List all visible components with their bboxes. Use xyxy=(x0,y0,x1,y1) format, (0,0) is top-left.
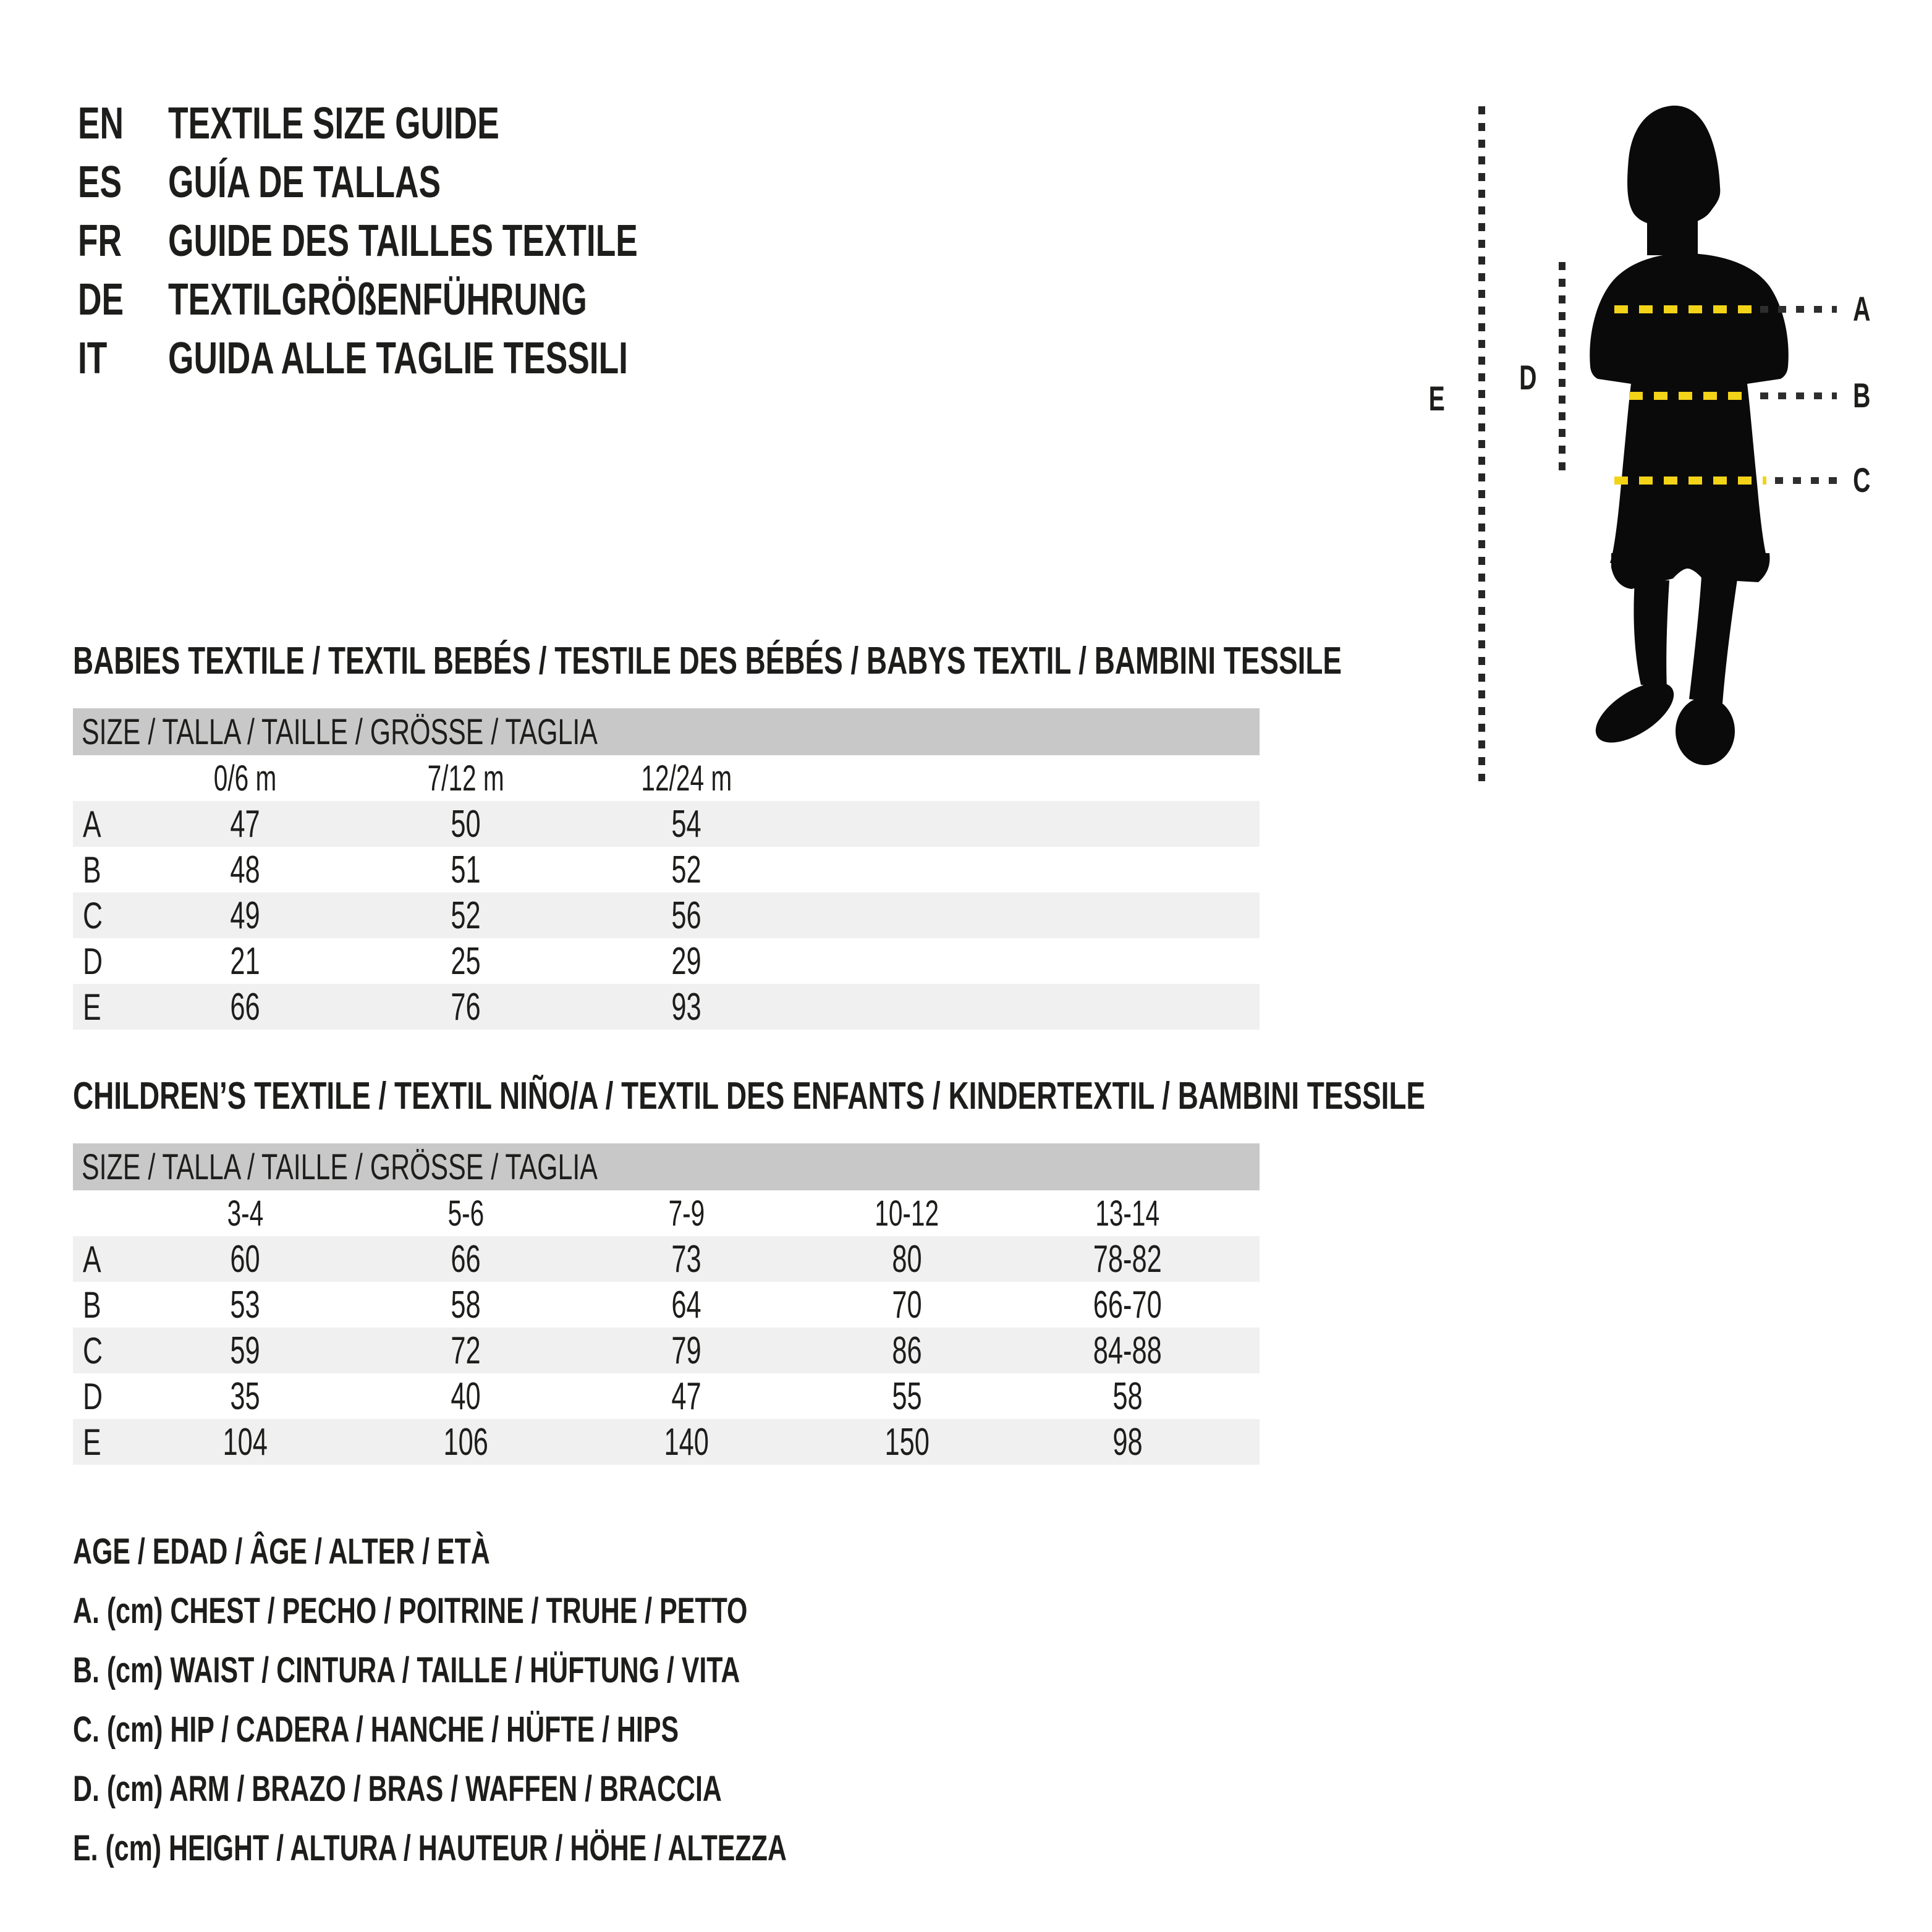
table-cell xyxy=(1017,1237,1238,1281)
table-cell-text: 70 xyxy=(892,1283,922,1326)
chest-measure-line-dotted xyxy=(1760,306,1837,313)
row-label-text: D xyxy=(83,1375,103,1417)
table-cell xyxy=(576,939,797,983)
table-cell xyxy=(576,1329,797,1373)
row-label-text: C xyxy=(83,1329,103,1371)
column-header xyxy=(355,758,576,799)
column-header-text: 10-12 xyxy=(875,1193,939,1234)
table-row xyxy=(73,801,1260,847)
table-header-bar-text: SIZE / TALLA / TAILLE / GRÖSSE / TAGLIA xyxy=(82,711,598,752)
table-column-header-row xyxy=(73,755,1260,801)
table-cell xyxy=(135,848,355,892)
table-cell-text: 59 xyxy=(230,1329,260,1372)
hip-measure-line-dotted xyxy=(1775,477,1837,484)
table-row xyxy=(73,1373,1260,1419)
measurement-legend xyxy=(73,1522,1038,1878)
legend-line-chest xyxy=(73,1581,1038,1640)
legend-line-text: D. (cm) ARM / BRAZO / BRAS / WAFFEN / BRACCIA xyxy=(73,1768,722,1809)
legend-line-text: C. (cm) HIP / CADERA / HANCHE / HÜFTE / HIPS xyxy=(73,1709,679,1750)
language-code xyxy=(78,216,168,266)
table-cell xyxy=(135,894,355,938)
legend-line-text: AGE / EDAD / ÂGE / ALTER / ETÀ xyxy=(73,1531,490,1572)
row-label xyxy=(73,940,135,983)
table-cell xyxy=(797,1420,1017,1464)
table-row xyxy=(73,1236,1260,1282)
table-cell xyxy=(135,1329,355,1373)
table-cell xyxy=(1017,1329,1238,1373)
table-cell xyxy=(576,894,797,938)
children-section-heading-text: CHILDREN’S TEXTILE / TEXTIL NIÑO/A / TEXTIL DES ENFANTS / KINDERTEXTIL / BAMBINI TESSILE xyxy=(73,1075,1425,1117)
table-cell-text: 47 xyxy=(671,1375,701,1418)
table-cell-text: 51 xyxy=(451,848,481,891)
row-label xyxy=(73,894,135,937)
table-cell xyxy=(135,939,355,983)
column-header-text: 7/12 m xyxy=(427,758,504,799)
table-cell xyxy=(576,1375,797,1418)
children-size-table xyxy=(73,1143,1260,1465)
children-section-heading xyxy=(73,1077,1900,1116)
table-cell-text: 78-82 xyxy=(1093,1237,1162,1281)
row-label xyxy=(73,986,135,1028)
table-cell xyxy=(135,1375,355,1418)
row-label-text: E xyxy=(83,1421,101,1463)
column-header xyxy=(135,758,355,799)
table-cell xyxy=(797,1375,1017,1418)
language-title xyxy=(168,98,616,149)
measure-label-b-text: B xyxy=(1853,376,1871,415)
table-cell xyxy=(576,848,797,892)
row-label-text: B xyxy=(83,1284,101,1326)
column-header-text: 5-6 xyxy=(447,1193,484,1234)
column-header-text: 13-14 xyxy=(1095,1193,1160,1234)
row-label xyxy=(73,849,135,891)
table-cell-text: 76 xyxy=(451,985,481,1028)
table-cell-text: 73 xyxy=(671,1237,701,1281)
table-row xyxy=(73,847,1260,892)
table-cell xyxy=(797,1283,1017,1327)
table-header-bar xyxy=(73,1143,1260,1190)
language-title-text: TEXTILE SIZE GUIDE xyxy=(168,98,499,148)
measure-label-d-text: D xyxy=(1519,358,1537,397)
language-code xyxy=(78,98,168,149)
table-cell xyxy=(1017,1283,1238,1327)
table-cell xyxy=(576,802,797,846)
measure-label-a-text: A xyxy=(1853,289,1871,328)
table-cell xyxy=(355,1375,576,1418)
column-header-text: 7-9 xyxy=(668,1193,705,1234)
language-row xyxy=(78,329,803,388)
measure-label-a xyxy=(1849,289,1874,329)
measure-label-c-text: C xyxy=(1853,460,1871,499)
table-cell xyxy=(355,1420,576,1464)
waist-measure-line-yellow xyxy=(1629,392,1752,400)
language-code-text: DE xyxy=(78,274,124,324)
table-cell-text: 58 xyxy=(1112,1375,1143,1418)
table-cell-text: 66-70 xyxy=(1093,1283,1162,1326)
table-cell-text: 140 xyxy=(664,1420,709,1464)
language-code-text: FR xyxy=(78,216,122,266)
table-cell-text: 150 xyxy=(884,1420,930,1464)
row-label-text: D xyxy=(83,940,103,982)
language-row xyxy=(78,153,803,211)
language-code xyxy=(78,333,168,384)
table-cell-text: 72 xyxy=(451,1329,481,1372)
table-cell-text: 52 xyxy=(451,894,481,937)
table-cell-text: 64 xyxy=(671,1283,701,1326)
table-cell-text: 84-88 xyxy=(1093,1329,1162,1372)
table-row xyxy=(73,1419,1260,1465)
table-cell-text: 86 xyxy=(892,1329,922,1372)
chest-measure-line-yellow xyxy=(1614,305,1752,313)
language-row xyxy=(78,211,803,270)
column-header xyxy=(797,1193,1017,1234)
waist-measure-line-dotted xyxy=(1760,392,1837,399)
table-cell-text: 29 xyxy=(671,939,701,983)
row-label xyxy=(73,803,135,845)
table-header-bar-text: SIZE / TALLA / TAILLE / GRÖSSE / TAGLIA xyxy=(82,1146,598,1187)
table-cell xyxy=(576,1237,797,1281)
column-header xyxy=(135,1193,355,1234)
column-header xyxy=(576,758,797,799)
row-label-text: C xyxy=(83,894,103,936)
table-cell xyxy=(355,1237,576,1281)
column-header-text: 3-4 xyxy=(227,1193,263,1234)
table-cell xyxy=(135,1420,355,1464)
language-title xyxy=(168,274,734,325)
measure-label-d xyxy=(1515,357,1540,398)
table-cell xyxy=(355,939,576,983)
language-code-text: EN xyxy=(78,98,124,148)
language-code-text: IT xyxy=(78,333,108,383)
table-cell xyxy=(355,1329,576,1373)
table-cell xyxy=(576,1420,797,1464)
row-label-text: B xyxy=(83,849,101,891)
row-label-text: A xyxy=(83,803,101,845)
table-cell-text: 40 xyxy=(451,1375,481,1418)
table-cell xyxy=(576,985,797,1029)
row-label xyxy=(73,1238,135,1281)
language-title-text: GUIDA ALLE TAGLIE TESSILI xyxy=(168,333,628,383)
row-label xyxy=(73,1284,135,1326)
table-cell-text: 98 xyxy=(1112,1420,1143,1464)
legend-line-arm xyxy=(73,1759,1038,1818)
table-cell-text: 93 xyxy=(671,985,701,1028)
language-code-text: ES xyxy=(78,157,122,207)
table-row xyxy=(73,892,1260,938)
table-cell-text: 60 xyxy=(230,1237,260,1281)
language-list xyxy=(78,94,803,388)
row-label-text: A xyxy=(83,1238,101,1280)
table-cell-text: 50 xyxy=(451,802,481,845)
language-title xyxy=(168,333,789,384)
legend-line-age xyxy=(73,1522,1038,1581)
table-cell-text: 47 xyxy=(230,802,260,845)
column-header-text: 0/6 m xyxy=(213,758,277,799)
legend-line-height xyxy=(73,1818,1038,1878)
table-cell-text: 106 xyxy=(443,1420,488,1464)
table-cell-text: 53 xyxy=(230,1283,260,1326)
table-cell-text: 66 xyxy=(230,985,260,1028)
table-cell-text: 56 xyxy=(671,894,701,937)
language-title-text: TEXTILGRÖßENFÜHRUNG xyxy=(168,274,587,324)
table-cell xyxy=(355,802,576,846)
table-cell xyxy=(355,894,576,938)
table-cell-text: 58 xyxy=(451,1283,481,1326)
language-row xyxy=(78,94,803,153)
legend-line-text: B. (cm) WAIST / CINTURA / TAILLE / HÜFTUNG / VITA xyxy=(73,1650,740,1690)
language-title xyxy=(168,157,536,208)
table-header-bar xyxy=(73,708,1260,755)
table-cell xyxy=(135,985,355,1029)
language-title-text: GUIDE DES TAILLES TEXTILE xyxy=(168,216,638,266)
table-row xyxy=(73,1282,1260,1328)
babies-section-heading xyxy=(73,642,1787,681)
table-cell xyxy=(135,1283,355,1327)
table-cell-text: 80 xyxy=(892,1237,922,1281)
table-cell-text: 66 xyxy=(451,1237,481,1281)
table-cell-text: 25 xyxy=(451,939,481,983)
table-row xyxy=(73,938,1260,984)
table-cell xyxy=(135,802,355,846)
table-cell-text: 21 xyxy=(230,939,260,983)
row-label xyxy=(73,1329,135,1372)
column-header xyxy=(576,1193,797,1234)
table-cell xyxy=(1017,1375,1238,1418)
legend-line-text: A. (cm) CHEST / PECHO / POITRINE / TRUHE / PETTO xyxy=(73,1590,748,1631)
table-row xyxy=(73,984,1260,1030)
legend-line-waist xyxy=(73,1640,1038,1700)
language-code xyxy=(78,274,168,325)
table-row xyxy=(73,1328,1260,1373)
column-header-text: 12/24 m xyxy=(641,758,732,799)
table-cell-text: 48 xyxy=(230,848,260,891)
table-cell-text: 55 xyxy=(892,1375,922,1418)
babies-size-table xyxy=(73,708,1260,1030)
row-label xyxy=(73,1421,135,1464)
legend-line-hip xyxy=(73,1700,1038,1759)
table-cell xyxy=(797,1329,1017,1373)
table-cell-text: 52 xyxy=(671,848,701,891)
column-header xyxy=(1017,1193,1238,1234)
table-cell xyxy=(135,1237,355,1281)
table-cell xyxy=(797,1237,1017,1281)
language-title xyxy=(168,216,803,266)
table-cell xyxy=(576,1283,797,1327)
table-cell-text: 49 xyxy=(230,894,260,937)
column-header xyxy=(355,1193,576,1234)
table-cell xyxy=(355,848,576,892)
measure-label-b xyxy=(1849,375,1874,416)
table-cell-text: 104 xyxy=(222,1420,268,1464)
table-cell xyxy=(355,985,576,1029)
measure-label-e-text: E xyxy=(1428,379,1445,418)
language-title-text: GUÍA DE TALLAS xyxy=(168,157,441,207)
table-cell-text: 79 xyxy=(671,1329,701,1372)
table-cell xyxy=(1017,1420,1238,1464)
language-code xyxy=(78,157,168,208)
table-cell-text: 35 xyxy=(230,1375,260,1418)
row-label xyxy=(73,1375,135,1418)
table-cell xyxy=(355,1283,576,1327)
hip-measure-line-yellow xyxy=(1614,477,1766,485)
babies-section-heading-text: BABIES TEXTILE / TEXTIL BEBÉS / TESTILE DES BÉBÉS / BABYS TEXTIL / BAMBINI TESSILE xyxy=(73,640,1342,682)
language-row xyxy=(78,270,803,329)
table-column-header-row xyxy=(73,1190,1260,1236)
arm-measure-line-d xyxy=(1559,262,1566,476)
row-label-text: E xyxy=(83,986,101,1028)
measure-label-c xyxy=(1849,460,1874,501)
legend-line-text: E. (cm) HEIGHT / ALTURA / HAUTEUR / HÖHE / ALTEZZA xyxy=(73,1828,787,1868)
table-cell-text: 54 xyxy=(671,802,701,845)
measure-label-e xyxy=(1425,378,1448,419)
